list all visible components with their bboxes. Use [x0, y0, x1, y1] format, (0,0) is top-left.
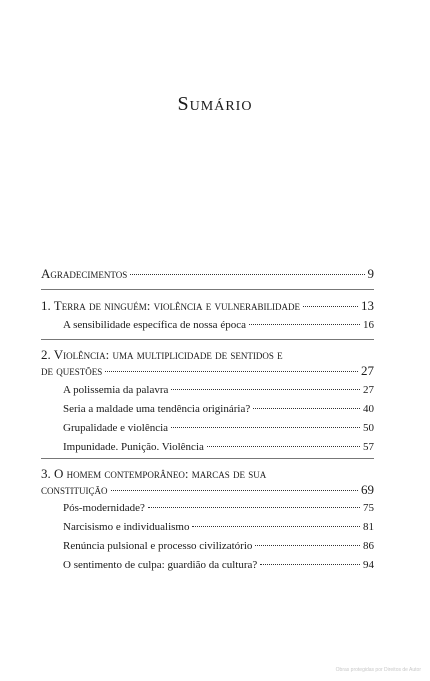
toc-page-number: 16 — [363, 319, 374, 331]
divider — [41, 339, 374, 340]
dot-leader — [255, 545, 360, 546]
toc-entry-label: A sensibilidade específica de nossa época — [63, 319, 246, 331]
dot-leader — [192, 526, 360, 527]
toc-entry-chapter-2-line-2[interactable] — [41, 363, 374, 379]
toc-page-number: 81 — [363, 521, 374, 533]
dot-leader — [111, 490, 359, 491]
toc-page-number: 9 — [367, 266, 374, 281]
toc-entry-label: Agradecimentos — [41, 266, 128, 281]
toc-entry-section[interactable] — [63, 540, 374, 552]
toc-page-number: 75 — [363, 502, 374, 514]
toc-entry-section[interactable] — [63, 521, 374, 533]
divider — [41, 458, 374, 459]
toc-entry-section[interactable] — [63, 403, 374, 415]
toc-entry-label: Seria a maldade uma tendência originária? — [63, 403, 251, 415]
toc-entry-label: Pós-modernidade? — [63, 502, 145, 514]
dot-leader — [171, 389, 360, 390]
toc-page-number: 94 — [363, 559, 374, 571]
toc-entry-chapter-1[interactable] — [41, 298, 374, 314]
dot-leader — [105, 371, 358, 372]
toc-page-number: 50 — [363, 422, 374, 434]
copyright-watermark: Obras protegidas por Direitos de Autor — [335, 667, 421, 673]
toc-entry-label: Impunidade. Punição. Violência — [63, 441, 204, 453]
dot-leader — [303, 306, 358, 307]
dot-leader — [130, 274, 364, 275]
toc-entry-chapter-3-line-1[interactable] — [41, 466, 374, 482]
dot-leader — [207, 446, 360, 447]
toc-entry-label: Grupalidade e violência — [63, 422, 169, 434]
dot-leader — [249, 324, 360, 325]
toc-chapter-title: 3. O homem contemporâneo: marcas de sua — [41, 466, 267, 481]
toc-page-number: 13 — [361, 298, 374, 313]
toc-entry-section[interactable] — [63, 441, 374, 453]
toc-entry-section[interactable] — [63, 422, 374, 434]
divider — [41, 289, 374, 290]
toc-page-number: 40 — [363, 403, 374, 415]
toc-chapter-title: 1. Terra de ninguém: violência e vulnerabilidade — [41, 298, 301, 313]
toc-entry-label: A polissemia da palavra — [63, 384, 169, 396]
toc-entry-acknowledgements[interactable] — [41, 266, 374, 282]
dot-leader — [171, 427, 360, 428]
page-title: Sumário — [177, 93, 253, 115]
dot-leader — [260, 564, 360, 565]
dot-leader — [148, 507, 360, 508]
toc-entry-section[interactable] — [63, 319, 374, 331]
toc-chapter-title: 2. Violência: uma multiplicidade de sentidos e — [41, 347, 283, 362]
toc-page-number: 69 — [361, 482, 374, 497]
toc-entry-section[interactable] — [63, 384, 374, 396]
toc-entry-label: Renúncia pulsional e processo civilizatório — [63, 540, 253, 552]
toc-page-number: 27 — [361, 363, 374, 378]
toc-page-number: 57 — [363, 441, 374, 453]
toc-entry-chapter-3-line-2[interactable] — [41, 482, 374, 498]
toc-entry-section[interactable] — [63, 559, 374, 571]
toc-entry-chapter-2-line-1[interactable] — [41, 347, 374, 363]
toc-entry-section[interactable] — [63, 502, 374, 514]
toc-chapter-title: constituição — [41, 482, 108, 497]
toc-entry-label: O sentimento de culpa: guardião da cultura? — [63, 559, 258, 571]
toc-entry-label: Narcisismo e individualismo — [63, 521, 190, 533]
toc-chapter-title: de questões — [41, 363, 103, 378]
dot-leader — [253, 408, 360, 409]
toc-page-number: 86 — [363, 540, 374, 552]
toc-page-number: 27 — [363, 384, 374, 396]
